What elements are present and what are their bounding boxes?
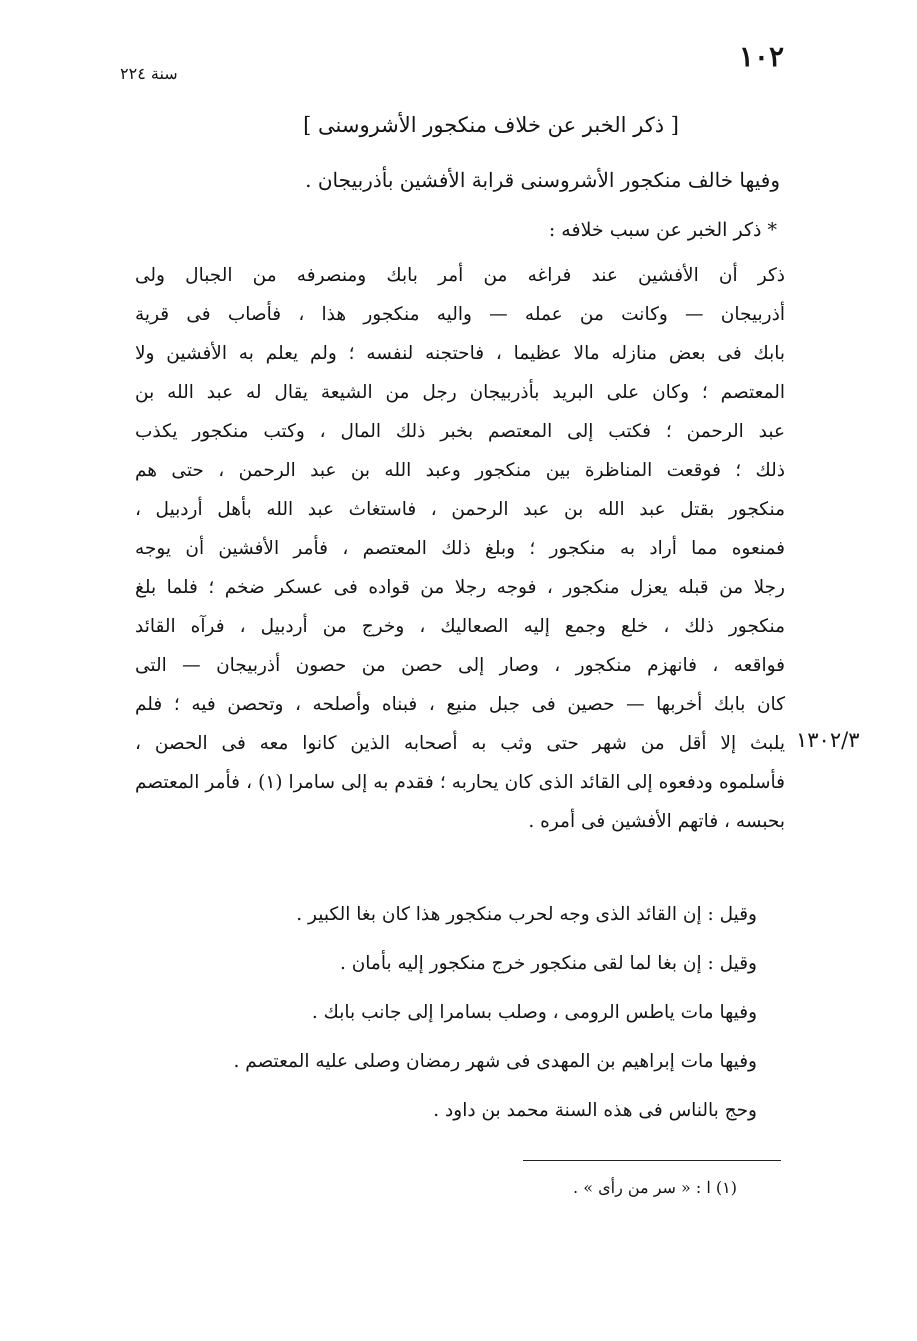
body-line: رجلا من قبله يعزل منكجور ، فوجه رجلا من قواده فى عسكر ضخم ؛ فلما بلغ: [135, 577, 785, 598]
footnote-divider: [523, 1160, 781, 1161]
paragraph-line: وحج بالناس فى هذه السنة محمد بن داود .: [433, 1100, 757, 1121]
body-line: فواقعه ، فانهزم منكجور ، وصار إلى حصن من حصون أذربيجان — التى: [135, 655, 785, 676]
body-line: بابك فى بعض منازله مالا عظيما ، فاحتجنه لنفسه ؛ ولم يعلم به الأفشين ولا: [135, 343, 785, 364]
body-line: أذربيجان — وكانت من عمله — واليه منكجور هذا ، فأصاب فى قرية: [135, 304, 785, 325]
body-line: بحبسه ، فاتهم الأفشين فى أمره .: [528, 811, 785, 832]
body-line: فمنعوه مما أراد به منكجور ؛ وبلغ ذلك المعتصم ، فأمر الأفشين أن يوجه: [135, 538, 785, 559]
paragraph-line: وقيل : إن القائد الذى وجه لحرب منكجور هذا كان بغا الكبير .: [296, 904, 757, 925]
body-line: يلبث إلا أقل من شهر حتى وثب به أصحابه الذين كانوا معه فى الحصن ،: [135, 733, 785, 754]
body-line: فأسلموه ودفعوه إلى القائد الذى كان يحاربه ؛ فقدم به إلى سامرا (١) ، فأمر المعتصم: [135, 772, 785, 793]
running-header-year: سنة ٢٢٤: [120, 64, 178, 83]
paragraph-line: وقيل : إن بغا لما لقى منكجور خرج منكجور إليه بأمان .: [339, 953, 757, 974]
body-line: المعتصم ؛ وكان على البريد بأذربيجان رجل من الشيعة يقال له عبد الله بن: [135, 382, 785, 403]
margin-reference-number: ١٣٠٢/٣: [796, 728, 860, 752]
body-paragraph: [135, 256, 785, 896]
body-line: ذلك ؛ فوقعت المناظرة بين منكجور وعبد الله بن عبد الرحمن ، حتى هم: [135, 460, 785, 481]
page-number: ١٠٢: [738, 40, 784, 73]
intro-line: وفيها خالف منكجور الأشروسنى قرابة الأفشين بأذربيجان .: [305, 168, 780, 192]
body-line: عبد الرحمن ؛ فكتب إلى المعتصم بخبر ذلك المال ، وكتب منكجور يكذب: [135, 421, 785, 442]
body-line: كان بابك أخربها — حصين فى جبل منيع ، فبناه وأصلحه ، وتحصن فيه ؛ فلم: [135, 694, 785, 715]
paragraph-line: وفيها مات ياطس الرومى ، وصلب بسامرا إلى جانب بابك .: [311, 1002, 757, 1023]
body-line: منكجور ذلك ، خلع وجمع إليه الصعاليك ، وخرج من أردبيل ، فرآه القائد: [135, 616, 785, 637]
paragraph-list: [132, 890, 757, 1135]
body-line: منكجور بقتل عبد الله بن عبد الرحمن ، فاستغاث عبد الله بأهل أردبيل ،: [135, 499, 785, 520]
body-line: ذكر أن الأفشين عند فراغه من أمر بابك ومنصرفه من الجبال ولى: [135, 265, 785, 286]
sub-heading: * ذكر الخبر عن سبب خلافه :: [548, 219, 777, 241]
footnote: (١) ا : « سر من رأى » .: [573, 1178, 737, 1197]
paragraph-line: وفيها مات إبراهيم بن المهدى فى شهر رمضان وصلى عليه المعتصم .: [233, 1051, 757, 1072]
section-heading: [ ذكر الخبر عن خلاف منكجور الأشروسنى ]: [303, 113, 679, 137]
